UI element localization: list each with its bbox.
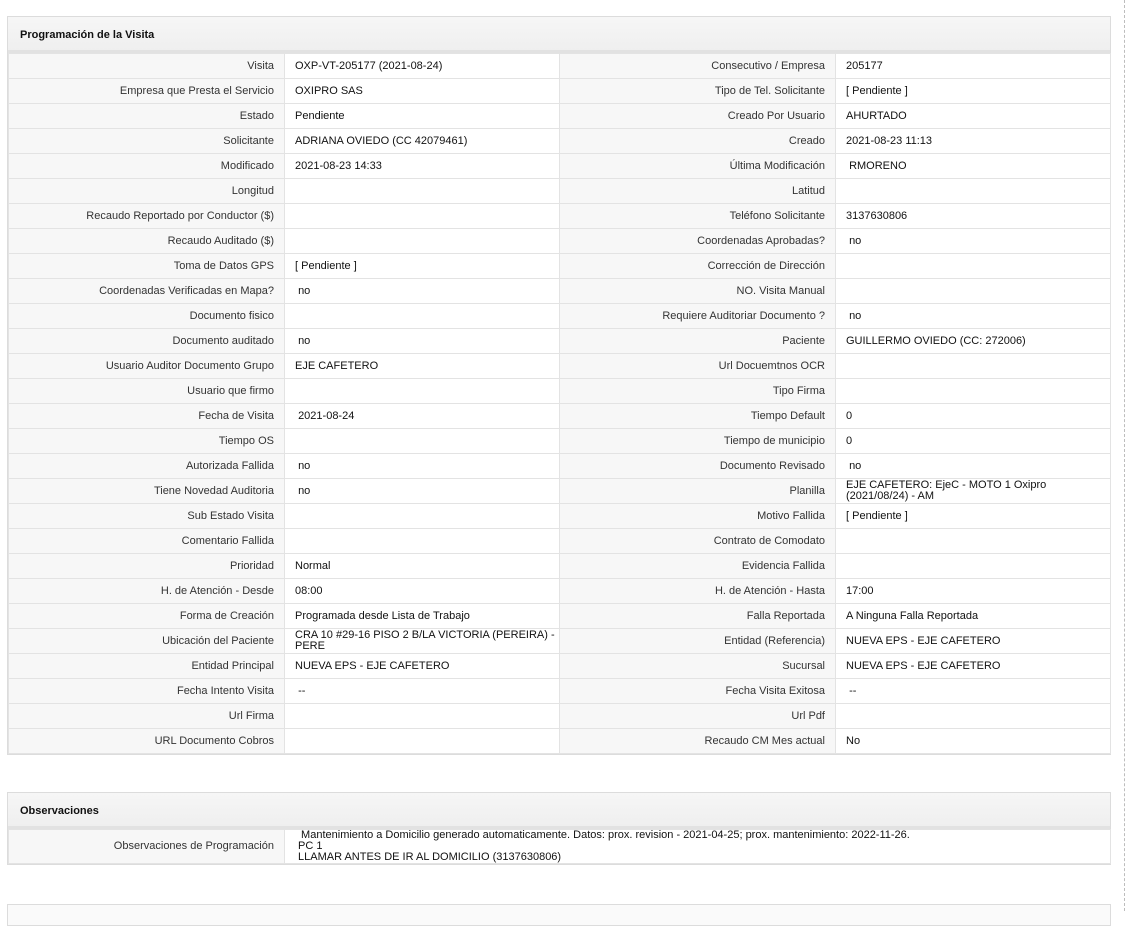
field-value: EJE CAFETERO: [285, 354, 560, 379]
field-label: Autorizada Fallida: [9, 454, 285, 479]
field-value: [836, 379, 1111, 404]
field-value: no: [285, 329, 560, 354]
field-label: URL Documento Cobros: [9, 729, 285, 754]
field-value: no: [285, 279, 560, 304]
field-value: AHURTADO: [836, 104, 1111, 129]
field-label: Tiempo de municipio: [560, 429, 836, 454]
field-value: [ Pendiente ]: [836, 79, 1111, 104]
field-value: 2021-08-24: [285, 404, 560, 429]
field-label: Documento Revisado: [560, 454, 836, 479]
field-label: Motivo Fallida: [560, 504, 836, 529]
field-label: Tiene Novedad Auditoria: [9, 479, 285, 504]
field-label: H. de Atención - Desde: [9, 579, 285, 604]
section-title: Observaciones: [8, 793, 1110, 829]
table-row: [9, 104, 1111, 129]
field-value: [285, 304, 560, 329]
field-value: [285, 830, 1111, 864]
visit-details-table: [8, 53, 1111, 754]
field-label: Entidad (Referencia): [560, 629, 836, 654]
field-label: Solicitante: [9, 129, 285, 154]
field-value: [285, 204, 560, 229]
field-label: Tipo Firma: [560, 379, 836, 404]
field-label: Paciente: [560, 329, 836, 354]
field-label: Latitud: [560, 179, 836, 204]
field-value: Programada desde Lista de Trabajo: [285, 604, 560, 629]
next-section: [7, 904, 1111, 926]
field-value: [285, 379, 560, 404]
table-row: [9, 154, 1111, 179]
table-row: [9, 454, 1111, 479]
field-label: Longitud: [9, 179, 285, 204]
field-value: [285, 504, 560, 529]
table-row: [9, 204, 1111, 229]
field-label: Forma de Creación: [9, 604, 285, 629]
field-label: Última Modificación: [560, 154, 836, 179]
field-value: [836, 529, 1111, 554]
table-row: [9, 704, 1111, 729]
field-label: Tiempo OS: [9, 429, 285, 454]
table-row: [9, 229, 1111, 254]
field-label: Contrato de Comodato: [560, 529, 836, 554]
table-row: [9, 729, 1111, 754]
table-row: [9, 604, 1111, 629]
field-label: Corrección de Dirección: [560, 254, 836, 279]
field-value: CRA 10 #29-16 PISO 2 B/LA VICTORIA (PEREIRA) - PERE: [285, 629, 560, 654]
field-label: Recaudo Auditado ($): [9, 229, 285, 254]
table-row: [9, 404, 1111, 429]
field-label: Comentario Fallida: [9, 529, 285, 554]
field-value: --: [285, 679, 560, 704]
field-value: [836, 354, 1111, 379]
field-label: Ubicación del Paciente: [9, 629, 285, 654]
field-value: 0: [836, 404, 1111, 429]
field-value: [285, 704, 560, 729]
field-label: Sucursal: [560, 654, 836, 679]
field-label: Toma de Datos GPS: [9, 254, 285, 279]
field-value: --: [836, 679, 1111, 704]
observations-table: [8, 829, 1111, 864]
field-label: Usuario Auditor Documento Grupo: [9, 354, 285, 379]
table-row: [9, 354, 1111, 379]
table-row: [9, 279, 1111, 304]
observation-line: Mantenimiento a Domicilio generado automaticamente. Datos: prox. revision - 2021-04-25; prox. mantenimiento: 2022-11-26.: [298, 829, 910, 841]
field-label: Empresa que Presta el Servicio: [9, 79, 285, 104]
field-value: [836, 179, 1111, 204]
field-label: NO. Visita Manual: [560, 279, 836, 304]
field-value: [285, 229, 560, 254]
field-value: NUEVA EPS - EJE CAFETERO: [836, 629, 1111, 654]
table-row: [9, 79, 1111, 104]
field-label: Modificado: [9, 154, 285, 179]
table-row: [9, 254, 1111, 279]
field-label: Tipo de Tel. Solicitante: [560, 79, 836, 104]
field-value: No: [836, 729, 1111, 754]
field-value: [836, 704, 1111, 729]
table-row: [9, 679, 1111, 704]
table-row: [9, 429, 1111, 454]
programacion-section: [7, 16, 1111, 755]
field-label: Teléfono Solicitante: [560, 204, 836, 229]
field-label: Usuario que firmo: [9, 379, 285, 404]
field-label: Observaciones de Programación: [9, 830, 285, 864]
table-row: [9, 654, 1111, 679]
table-row: [9, 504, 1111, 529]
field-label: H. de Atención - Hasta: [560, 579, 836, 604]
table-row: [9, 379, 1111, 404]
field-value: [285, 729, 560, 754]
table-row: [9, 129, 1111, 154]
field-value: NUEVA EPS - EJE CAFETERO: [836, 654, 1111, 679]
table-row: [9, 304, 1111, 329]
field-value: A Ninguna Falla Reportada: [836, 604, 1111, 629]
page-edge-guide: [1124, 0, 1125, 911]
field-value: 0: [836, 429, 1111, 454]
field-label: Url Docuemtnos OCR: [560, 354, 836, 379]
field-label: Coordenadas Aprobadas?: [560, 229, 836, 254]
table-row: [9, 479, 1111, 504]
field-value: no: [836, 454, 1111, 479]
field-label: Entidad Principal: [9, 654, 285, 679]
field-value: no: [285, 454, 560, 479]
field-value: 205177: [836, 54, 1111, 79]
field-label: Creado Por Usuario: [560, 104, 836, 129]
field-label: Tiempo Default: [560, 404, 836, 429]
field-label: Prioridad: [9, 554, 285, 579]
field-value: no: [836, 304, 1111, 329]
field-label: Requiere Auditoriar Documento ?: [560, 304, 836, 329]
field-value: Pendiente: [285, 104, 560, 129]
field-label: Documento auditado: [9, 329, 285, 354]
field-label: Coordenadas Verificadas en Mapa?: [9, 279, 285, 304]
field-value: [285, 529, 560, 554]
field-label: Url Firma: [9, 704, 285, 729]
field-label: Recaudo CM Mes actual: [560, 729, 836, 754]
field-label: Creado: [560, 129, 836, 154]
field-label: Fecha de Visita: [9, 404, 285, 429]
table-row: [9, 329, 1111, 354]
field-label: Fecha Visita Exitosa: [560, 679, 836, 704]
field-value: NUEVA EPS - EJE CAFETERO: [285, 654, 560, 679]
field-value: OXP-VT-205177 (2021-08-24): [285, 54, 560, 79]
field-label: Visita: [9, 54, 285, 79]
field-value: [ Pendiente ]: [285, 254, 560, 279]
field-label: Estado: [9, 104, 285, 129]
field-label: Fecha Intento Visita: [9, 679, 285, 704]
field-label: Falla Reportada: [560, 604, 836, 629]
field-value: 17:00: [836, 579, 1111, 604]
field-value: [836, 254, 1111, 279]
field-value: EJE CAFETERO: EjeC - MOTO 1 Oxipro (2021/08/24) - AM: [836, 479, 1111, 504]
field-value: 2021-08-23 14:33: [285, 154, 560, 179]
table-row: [9, 529, 1111, 554]
field-value: [836, 554, 1111, 579]
field-label: Evidencia Fallida: [560, 554, 836, 579]
field-value: Normal: [285, 554, 560, 579]
table-row: [9, 179, 1111, 204]
field-value: [836, 279, 1111, 304]
field-value: [285, 429, 560, 454]
observaciones-section: [7, 792, 1111, 865]
table-row: [9, 629, 1111, 654]
field-value: OXIPRO SAS: [285, 79, 560, 104]
table-row: [9, 830, 1111, 864]
field-label: Planilla: [560, 479, 836, 504]
field-value: ADRIANA OVIEDO (CC 42079461): [285, 129, 560, 154]
field-value: no: [836, 229, 1111, 254]
field-label: Documento fisico: [9, 304, 285, 329]
field-value: RMORENO: [836, 154, 1111, 179]
observation-line: PC 1: [298, 840, 323, 852]
field-value: no: [285, 479, 560, 504]
field-label: Sub Estado Visita: [9, 504, 285, 529]
field-value: [285, 179, 560, 204]
table-row: [9, 54, 1111, 79]
observation-line: LLAMAR ANTES DE IR AL DOMICILIO (3137630806): [298, 851, 562, 863]
field-value: [ Pendiente ]: [836, 504, 1111, 529]
field-value: GUILLERMO OVIEDO (CC: 272006): [836, 329, 1111, 354]
field-value: 2021-08-23 11:13: [836, 129, 1111, 154]
table-row: [9, 554, 1111, 579]
section-title: Programación de la Visita: [8, 17, 1110, 53]
field-label: Recaudo Reportado por Conductor ($): [9, 204, 285, 229]
field-label: Url Pdf: [560, 704, 836, 729]
table-row: [9, 579, 1111, 604]
field-value: 3137630806: [836, 204, 1111, 229]
field-label: Consecutivo / Empresa: [560, 54, 836, 79]
field-value: 08:00: [285, 579, 560, 604]
